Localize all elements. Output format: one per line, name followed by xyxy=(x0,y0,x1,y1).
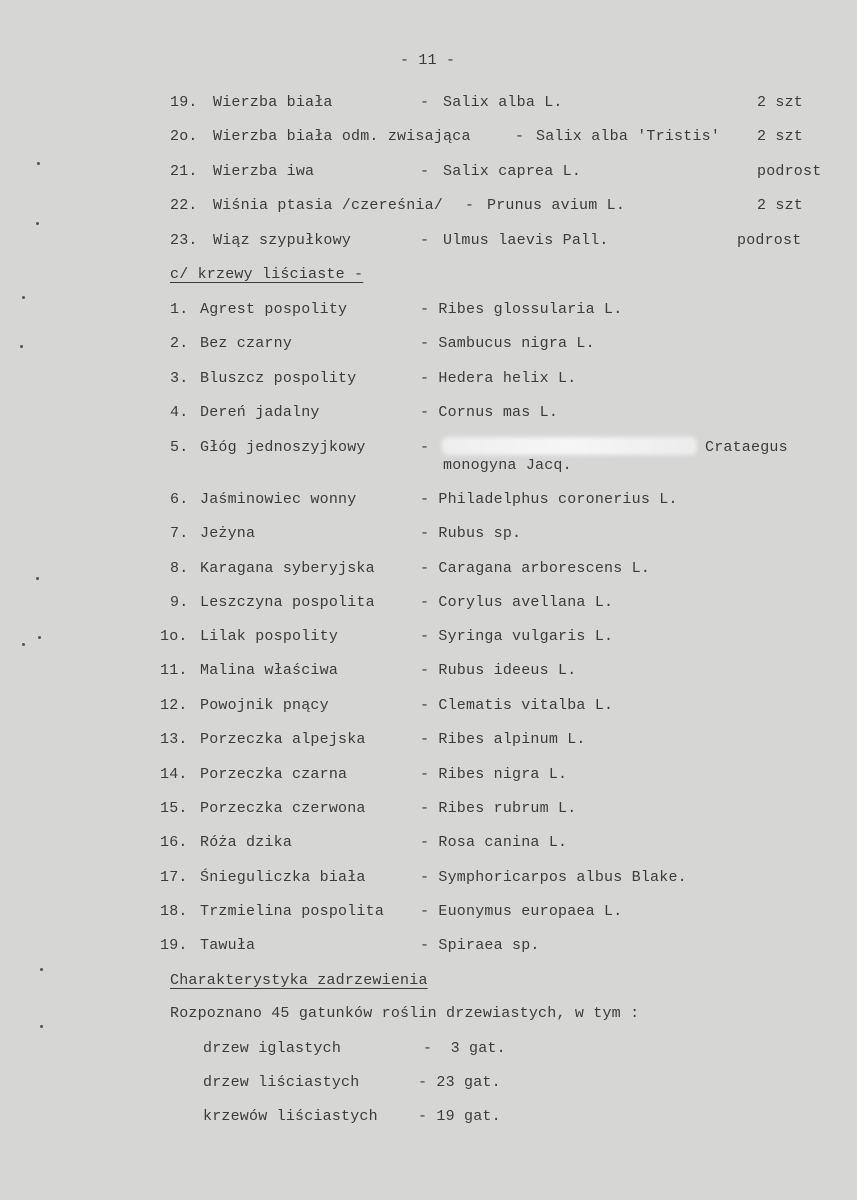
tree-row-latin: Salix alba 'Tristis' xyxy=(536,128,721,145)
shrub-num: 8. xyxy=(170,560,189,577)
summary-value: - 19 gat. xyxy=(418,1108,501,1125)
tree-row-num: 2o. xyxy=(170,128,198,145)
tree-row-sep: - xyxy=(465,197,475,214)
tree-row-polish: Wierzba iwa xyxy=(213,163,315,180)
shrub-latin: - Ribes rubrum L. xyxy=(420,800,577,817)
shrub-polish: Róża dzika xyxy=(200,834,293,851)
shrub-num: 9. xyxy=(170,594,189,611)
margin-mark xyxy=(40,968,43,971)
tree-row-polish: Wiąz szypułkowy xyxy=(213,232,352,249)
shrub-polish: Śnieguliczka biała xyxy=(200,869,366,886)
tree-row-sep: - xyxy=(420,232,430,249)
shrub-polish: Bluszcz pospolity xyxy=(200,370,357,387)
margin-mark xyxy=(37,162,40,165)
summary-value: - 23 gat. xyxy=(418,1074,501,1091)
shrub-latin: - Ribes glossularia L. xyxy=(420,301,623,318)
shrub-num: 15. xyxy=(160,800,188,817)
margin-mark xyxy=(20,345,23,348)
shrub-polish: Leszczyna pospolita xyxy=(200,594,375,611)
tree-row-qty: podrost xyxy=(757,163,822,180)
shrub-latin: - Philadelphus coronerius L. xyxy=(420,491,678,508)
tree-row-qty: podrost xyxy=(737,232,802,249)
shrub-polish: Porzeczka czerwona xyxy=(200,800,366,817)
margin-mark xyxy=(40,1025,43,1028)
margin-mark xyxy=(22,643,25,646)
shrub-latin: - Rubus sp. xyxy=(420,525,522,542)
shrub-num: 3. xyxy=(170,370,189,387)
shrubs-heading: c/ krzewy liściaste - xyxy=(170,266,364,283)
tree-row-qty: 2 szt xyxy=(757,197,804,214)
shrub-num: 14. xyxy=(160,766,188,783)
summary-label: drzew iglastych xyxy=(203,1040,342,1057)
shrub-latin: - Sambucus nigra L. xyxy=(420,335,595,352)
shrub-num: 1o. xyxy=(160,628,188,645)
shrub-num: 19. xyxy=(160,937,188,954)
shrub-num: 11. xyxy=(160,662,188,679)
tree-row-num: 23. xyxy=(170,232,198,249)
summary-label: drzew liściastych xyxy=(203,1074,360,1091)
tree-row-latin: Salix alba L. xyxy=(443,94,563,111)
tree-row-latin: Prunus avium L. xyxy=(487,197,626,214)
shrub-latin: - Euonymus europaea L. xyxy=(420,903,623,920)
shrub-num: 17. xyxy=(160,869,188,886)
shrub-latin: - Syringa vulgaris L. xyxy=(420,628,614,645)
summary-label: krzewów liściastych xyxy=(203,1108,378,1125)
shrub-num: 7. xyxy=(170,525,189,542)
shrub-latin: - Ribes nigra L. xyxy=(420,766,568,783)
shrub-polish: Jeżyna xyxy=(200,525,256,542)
tree-row-qty: 2 szt xyxy=(757,94,804,111)
shrub-polish: Karagana syberyjska xyxy=(200,560,375,577)
shrub-polish: Lilak pospolity xyxy=(200,628,339,645)
tree-row-latin: Ulmus laevis Pall. xyxy=(443,232,609,249)
shrub-latin: - xyxy=(420,439,430,456)
shrub-num: 2. xyxy=(170,335,189,352)
section-intro: Rozpoznano 45 gatunków roślin drzewiastych, w tym : xyxy=(170,1005,640,1022)
shrub-latin: - Corylus avellana L. xyxy=(420,594,614,611)
shrub-polish: Bez czarny xyxy=(200,335,293,352)
page-number: - 11 - xyxy=(400,52,456,69)
tree-row-sep: - xyxy=(420,94,430,111)
tree-row-polish: Wierzba biała odm. zwisająca xyxy=(213,128,471,145)
shrub-polish: Powojnik pnący xyxy=(200,697,329,714)
shrub-num: 18. xyxy=(160,903,188,920)
summary-value: - 3 gat. xyxy=(423,1040,506,1057)
shrub-latin-tail: Crataegus xyxy=(705,439,788,456)
shrub-latin-line2: monogyna Jacq. xyxy=(443,457,572,474)
margin-mark xyxy=(38,636,41,639)
tree-row-num: 21. xyxy=(170,163,198,180)
shrub-num: 6. xyxy=(170,491,189,508)
margin-mark xyxy=(22,296,25,299)
shrub-polish: Tawuła xyxy=(200,937,256,954)
shrub-latin: - Spiraea sp. xyxy=(420,937,540,954)
tree-row-num: 22. xyxy=(170,197,198,214)
shrub-num: 1. xyxy=(170,301,189,318)
shrub-latin: - Hedera helix L. xyxy=(420,370,577,387)
redacted-area xyxy=(442,437,697,455)
margin-mark xyxy=(36,577,39,580)
shrub-latin: - Cornus mas L. xyxy=(420,404,559,421)
shrub-latin: - Rosa canina L. xyxy=(420,834,568,851)
shrub-latin: - Symphoricarpos albus Blake. xyxy=(420,869,687,886)
tree-row-latin: Salix caprea L. xyxy=(443,163,582,180)
shrub-latin: - Caragana arborescens L. xyxy=(420,560,651,577)
shrub-polish: Dereń jadalny xyxy=(200,404,320,421)
shrub-latin: - Rubus ideeus L. xyxy=(420,662,577,679)
shrub-num: 5. xyxy=(170,439,189,456)
shrub-latin: - Ribes alpinum L. xyxy=(420,731,586,748)
shrub-polish: Agrest pospolity xyxy=(200,301,348,318)
shrub-latin: - Clematis vitalba L. xyxy=(420,697,614,714)
tree-row-sep: - xyxy=(515,128,525,145)
shrub-polish: Malina właściwa xyxy=(200,662,339,679)
tree-row-qty: 2 szt xyxy=(757,128,804,145)
shrub-num: 13. xyxy=(160,731,188,748)
tree-row-num: 19. xyxy=(170,94,198,111)
shrub-num: 12. xyxy=(160,697,188,714)
shrub-num: 4. xyxy=(170,404,189,421)
shrub-num: 16. xyxy=(160,834,188,851)
shrub-polish: Porzeczka alpejska xyxy=(200,731,366,748)
shrub-polish: Porzeczka czarna xyxy=(200,766,348,783)
margin-mark xyxy=(36,222,39,225)
shrub-polish: Jaśminowiec wonny xyxy=(200,491,357,508)
tree-row-polish: Wierzba biała xyxy=(213,94,333,111)
section-heading: Charakterystyka zadrzewienia xyxy=(170,972,428,989)
shrub-polish: Głóg jednoszyjkowy xyxy=(200,439,366,456)
tree-row-polish: Wiśnia ptasia /czereśnia/ xyxy=(213,197,444,214)
tree-row-sep: - xyxy=(420,163,430,180)
shrub-polish: Trzmielina pospolita xyxy=(200,903,385,920)
